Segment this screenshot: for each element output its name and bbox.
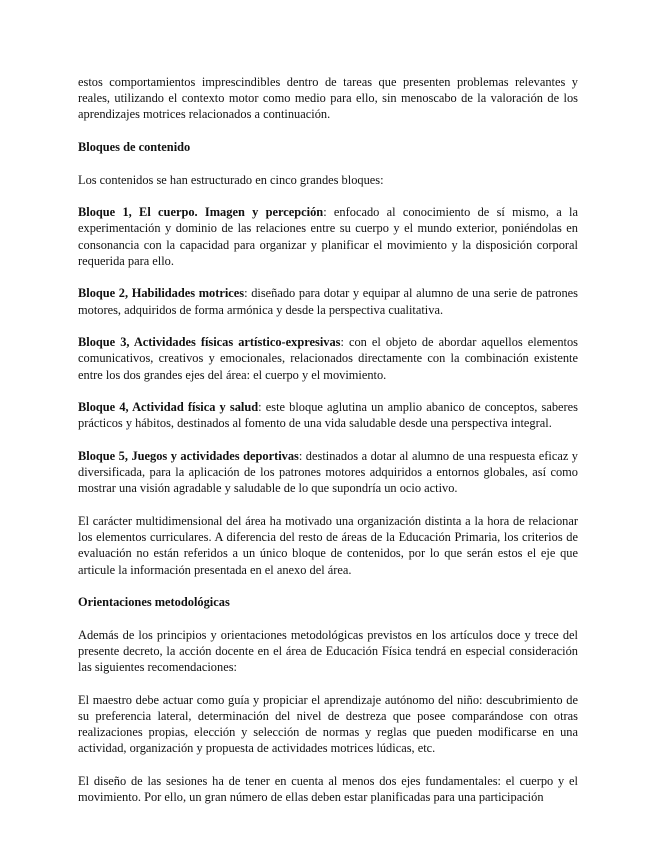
block-4-title: Bloque 4, Actividad física y salud <box>78 400 259 415</box>
contents-heading: Bloques de contenido <box>78 140 191 154</box>
block-1-title: Bloque 1, El cuerpo. Imagen y percepción <box>78 205 324 220</box>
block-1-text: : enfocado al conocimiento de sí mismo, a la experimentación y dominio de las relaciones entre su cuerpo y el mundo exterior, poniéndolas en consonancia con la capacidad para organizar y planificar el movimiento y la disposición corporal requerida para ello. <box>78 205 578 268</box>
document-page <box>78 74 578 822</box>
block-2-text: : diseñado para dotar y equipar al alumno de una serie de patrones motores, adquiridos de forma armónica y desde la perspectiva cualitativa. <box>78 286 579 317</box>
block-5-text: : destinados a dotar al alumno de una respuesta eficaz y diversificada, para la aplicación de los patrones motores adquiridos a entornos globales, así como mostrar una visión agradable y saludable de lo que supondría un ocio activo. <box>78 448 579 496</box>
block-3-title: Bloque 3, Actividades físicas artístico-expresivas <box>78 335 341 350</box>
block-1-paragraph <box>78 204 578 269</box>
block-2-title: Bloque 2, Habilidades motrices <box>78 286 245 301</box>
block-4-text: : este bloque aglutina un amplio abanico de conceptos, saberes prácticos y hábitos, destinados al fomento de una vida saludable desde una perspectiva integral. <box>78 400 578 431</box>
contents-closing-paragraph: El carácter multidimensional del área ha motivado una organización distinta a la hora de relacionar los elementos curriculares. A diferencia del resto de áreas de la Educación Primaria, los criterios de evaluación no están referidos a un único bloque de contenidos, por lo que serán estos el eje que articule la información presentada en el anexo del área. <box>78 513 578 577</box>
intro-paragraph: estos comportamientos imprescindibles dentro de tareas que presenten problemas relevantes y reales, utilizando el contexto motor como medio para ello, sin menoscabo de la valoración de los aprendizajes motrices relacionados a continuación. <box>78 75 578 122</box>
block-2-paragraph <box>78 285 578 317</box>
methodology-paragraph-1: Además de los principios y orientaciones metodológicas previstos en los artículos doce y trece del presente decreto, la acción docente en el área de Educación Física tendrá en especial consideración las siguientes recomendaciones: <box>78 627 578 675</box>
block-3-text: : con el objeto de abordar aquellos elementos comunicativos, creativos y emocionales, relacionados directamente con la combinación existente entre los dos grandes ejes del área: el cuerpo y el movimiento. <box>78 335 578 382</box>
methodology-paragraph-2: El maestro debe actuar como guía y propiciar el aprendizaje autónomo del niño: descubrimiento de su preferencia lateral, determinación del nivel de destreza que posee comparándose con otras realizaciones propias, elección y selección de normas y reglas que pueden modificarse en una actividad, organización y propuesta de actividades motrices lúdicas, etc. <box>78 692 578 756</box>
contents-lead: Los contenidos se han estructurado en cinco grandes bloques: <box>78 172 384 187</box>
block-5-paragraph <box>78 448 578 497</box>
block-3-paragraph <box>78 334 578 383</box>
methodology-paragraph-3: El diseño de las sesiones ha de tener en cuenta al menos dos ejes fundamentales: el cuerpo y el movimiento. Por ello, un gran número de ellas deben estar planificadas para una participación <box>78 773 578 805</box>
block-5-title: Bloque 5, Juegos y actividades deportivas <box>78 448 299 463</box>
methodology-heading: Orientaciones metodológicas <box>78 595 230 610</box>
block-4-paragraph <box>78 399 578 431</box>
